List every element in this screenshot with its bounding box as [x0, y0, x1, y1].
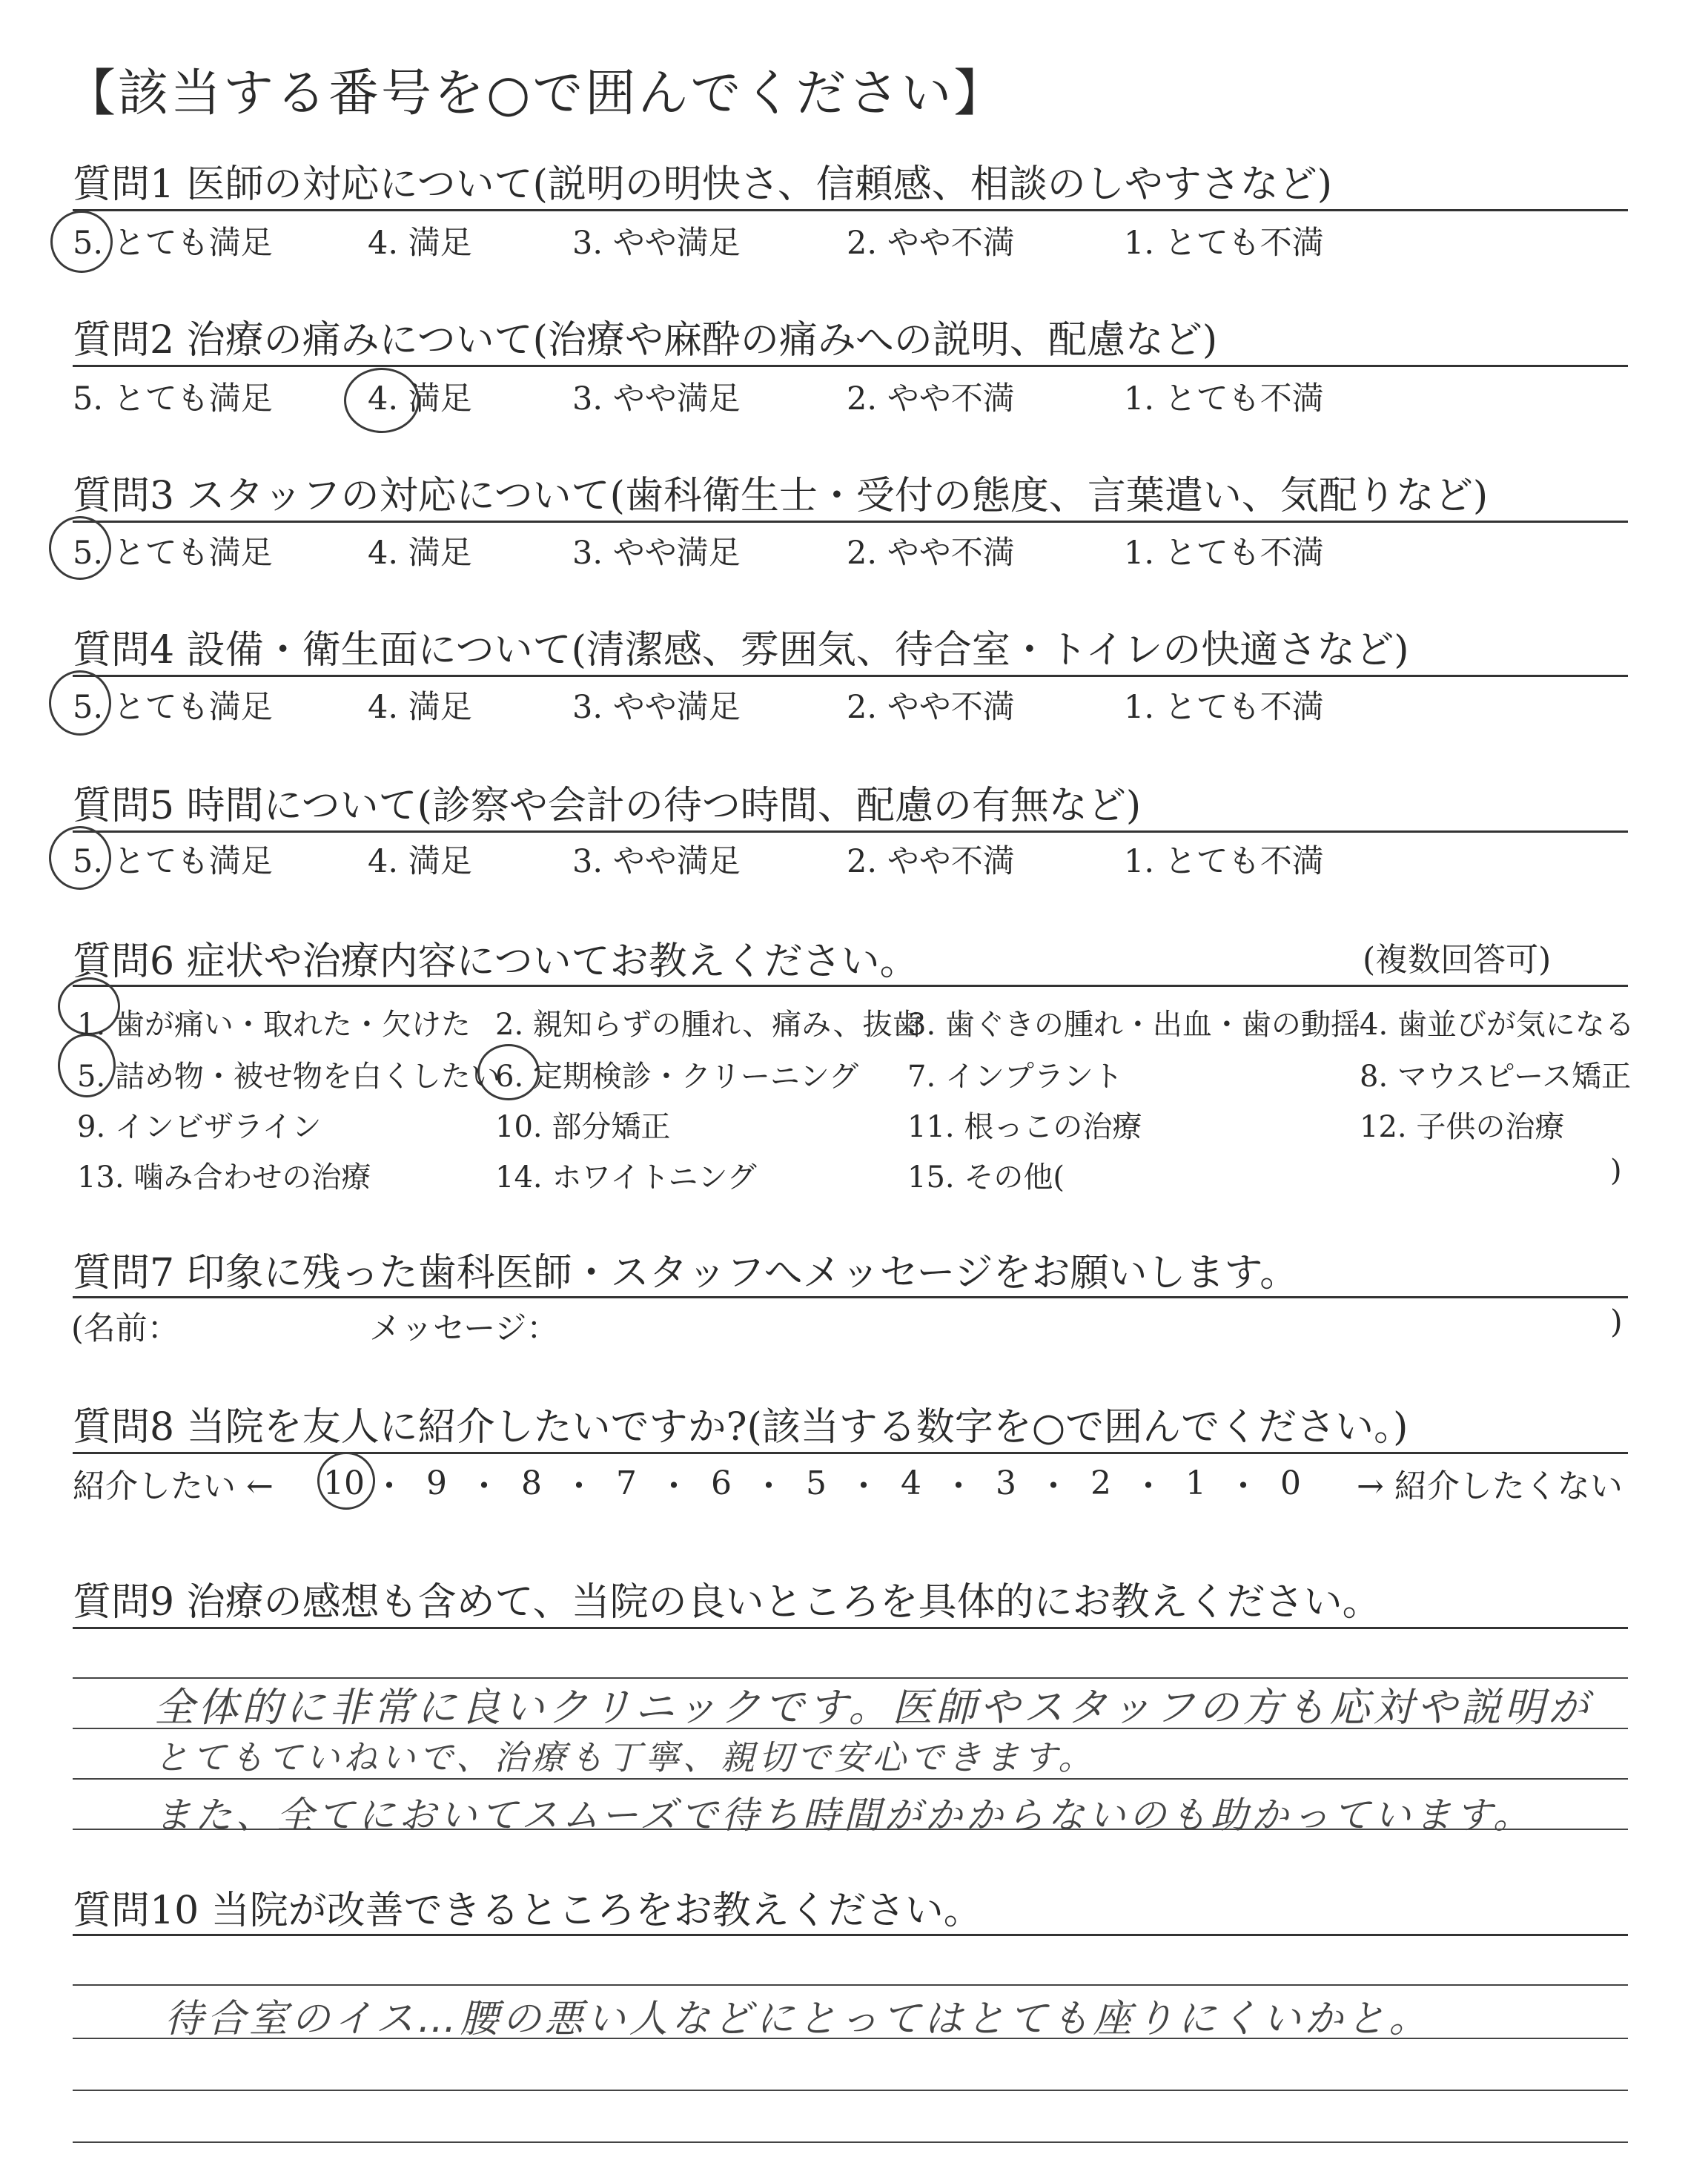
- q8-score-9[interactable]: 9: [426, 1464, 447, 1502]
- q6-option-8[interactable]: 8. マウスピース矯正: [1360, 1060, 1632, 1094]
- q8-separator: ・: [468, 1467, 500, 1505]
- question-6-label: 質問6 症状や治療内容についてお教えください。: [73, 939, 918, 984]
- q8-scale: [73, 1459, 1623, 1507]
- q8-separator: ・: [1037, 1467, 1070, 1505]
- question-7-rule: [73, 1296, 1628, 1298]
- q8-left-label: 紹介したい ←: [73, 1467, 274, 1505]
- question-6-rule: [73, 985, 1628, 987]
- q3-option-1[interactable]: 1. とても不満: [1124, 535, 1324, 572]
- q8-score-5[interactable]: 5: [806, 1464, 827, 1502]
- question-4-rule: [73, 675, 1628, 677]
- q4-option-5[interactable]: 5. とても満足: [73, 689, 273, 726]
- q6-option-9[interactable]: 9. インビザライン: [77, 1110, 322, 1144]
- question-9-label: 質問9 治療の感想も含めて、当院の良いところを具体的にお教えください。: [73, 1580, 1381, 1625]
- q6-option-14[interactable]: 14. ホワイトニング: [495, 1160, 757, 1195]
- q3-option-5[interactable]: 5. とても満足: [73, 535, 273, 572]
- q8-score-10[interactable]: 10: [323, 1464, 365, 1502]
- q2-option-5[interactable]: 5. とても満足: [73, 380, 273, 417]
- question-1-label: 質問1 医師の対応について(説明の明快さ、信頼感、相談のしやすさなど): [73, 162, 1333, 207]
- q1-option-5[interactable]: 5. とても満足: [73, 225, 273, 262]
- q9-answer-line-3: また、全てにおいてスムーズで待ち時間がかからないのも助かっています。: [154, 1794, 1534, 1837]
- q4-option-1[interactable]: 1. とても不満: [1124, 689, 1324, 726]
- q6-option-15[interactable]: 15. その他(: [907, 1160, 1065, 1195]
- q9-answer-line-2: とてもていねいで、治療も丁寧、親切で安心できます。: [154, 1737, 1096, 1777]
- q6-option-13[interactable]: 13. 噛み合わせの治療: [77, 1160, 371, 1195]
- q8-score-4[interactable]: 4: [901, 1464, 921, 1502]
- q6-option-2[interactable]: 2. 親知らずの腫れ、痛み、抜歯: [495, 1008, 922, 1042]
- q3-option-3[interactable]: 3. やや満足: [572, 535, 741, 572]
- page-title: 【該当する番号を○で囲んでください】: [65, 65, 1007, 123]
- q6-option-3[interactable]: 3. 歯ぐきの腫れ・出血・歯の動揺: [907, 1008, 1360, 1042]
- question-5-label: 質問5 時間について(診察や会計の待つ時間、配慮の有無など): [73, 784, 1142, 828]
- question-10-label: 質問10 当院が改善できるところをお教えください。: [73, 1889, 982, 1933]
- q1-option-2[interactable]: 2. やや不満: [847, 225, 1015, 262]
- q4-option-4[interactable]: 4. 満足: [368, 689, 472, 726]
- q6-option-5[interactable]: 5. 詰め物・被せ物を白くしたい: [77, 1060, 500, 1094]
- question-8-rule: [73, 1452, 1628, 1454]
- q6-option-7[interactable]: 7. インプラント: [907, 1060, 1123, 1094]
- q10-answer-line-1: 待合室のイス…腰の悪い人などにとってはとても座りにくいかと。: [165, 1997, 1431, 2041]
- q8-score-2[interactable]: 2: [1090, 1464, 1111, 1502]
- q2-option-4[interactable]: 4. 満足: [368, 380, 472, 417]
- q8-score-1[interactable]: 1: [1185, 1464, 1206, 1502]
- q5-option-2[interactable]: 2. やや不満: [847, 843, 1015, 880]
- question-5-rule: [73, 830, 1628, 833]
- q2-option-1[interactable]: 1. とても不満: [1124, 380, 1324, 417]
- q4-option-2[interactable]: 2. やや不満: [847, 689, 1015, 726]
- q8-separator: ・: [942, 1467, 975, 1505]
- q8-score-7[interactable]: 7: [616, 1464, 637, 1502]
- q5-option-3[interactable]: 3. やや満足: [572, 843, 741, 880]
- q8-score-3[interactable]: 3: [996, 1464, 1016, 1502]
- q6-option-12[interactable]: 12. 子供の治療: [1360, 1110, 1565, 1144]
- q8-separator: ・: [373, 1467, 406, 1505]
- question-8-label: 質問8 当院を友人に紹介したいですか?(該当する数字を○で囲んでください。): [73, 1405, 1409, 1450]
- q5-option-4[interactable]: 4. 満足: [368, 843, 472, 880]
- q8-separator: ・: [1227, 1467, 1260, 1505]
- q1-option-4[interactable]: 4. 満足: [368, 225, 472, 262]
- q8-separator: ・: [1132, 1467, 1165, 1505]
- q6-option-4[interactable]: 4. 歯並びが気になる: [1360, 1008, 1635, 1042]
- question-3-rule: [73, 521, 1628, 523]
- q7-name-label: (名前：: [71, 1310, 179, 1347]
- answer-line: [73, 2090, 1628, 2091]
- answer-line: [73, 1984, 1628, 1986]
- q8-score-8[interactable]: 8: [521, 1464, 542, 1502]
- q8-separator: ・: [563, 1467, 595, 1505]
- question-2-rule: [73, 365, 1628, 367]
- q8-separator: ・: [847, 1467, 880, 1505]
- question-2-label: 質問2 治療の痛みについて(治療や麻酔の痛みへの説明、配慮など): [73, 318, 1218, 363]
- question-6-note: (複数回答可): [1363, 941, 1552, 979]
- q2-option-3[interactable]: 3. やや満足: [572, 380, 741, 417]
- question-4-label: 質問4 設備・衛生面について(清潔感、雰囲気、待合室・トイレの快適さなど): [73, 628, 1409, 673]
- q7-message-label: メッセージ：: [369, 1310, 559, 1347]
- question-7-label: 質問7 印象に残った歯科医師・スタッフへメッセージをお願いします。: [73, 1251, 1299, 1295]
- q6-option-11[interactable]: 11. 根っこの治療: [907, 1110, 1142, 1144]
- q3-option-2[interactable]: 2. やや不満: [847, 535, 1015, 572]
- q6-option-10[interactable]: 10. 部分矯正: [495, 1110, 671, 1144]
- q6-option-6[interactable]: 6. 定期検診・クリーニング: [495, 1060, 859, 1094]
- question-9-rule: [73, 1627, 1628, 1629]
- q2-option-2[interactable]: 2. やや不満: [847, 380, 1015, 417]
- q6-option-1[interactable]: 1. 歯が痛い・取れた・欠けた: [77, 1008, 471, 1042]
- q1-option-3[interactable]: 3. やや満足: [572, 225, 741, 262]
- q1-option-1[interactable]: 1. とても不満: [1124, 225, 1324, 262]
- question-3-label: 質問3 スタッフの対応について(歯科衛生士・受付の態度、言葉遣い、気配りなど): [73, 474, 1489, 518]
- q8-separator: ・: [658, 1467, 690, 1505]
- q8-score-6[interactable]: 6: [711, 1464, 732, 1502]
- q5-option-1[interactable]: 1. とても不満: [1124, 843, 1324, 880]
- q7-close-paren: ): [1610, 1304, 1623, 1341]
- question-10-rule: [73, 1934, 1628, 1936]
- q8-score-0[interactable]: 0: [1280, 1464, 1301, 1502]
- q9-answer-line-1: 全体的に非常に良いクリニックです。医師やスタッフの方も応対や説明が: [154, 1684, 1592, 1731]
- q8-separator: ・: [752, 1467, 785, 1505]
- q5-option-5[interactable]: 5. とても満足: [73, 843, 273, 880]
- answer-line: [73, 2141, 1628, 2143]
- q3-option-4[interactable]: 4. 満足: [368, 535, 472, 572]
- q4-option-3[interactable]: 3. やや満足: [572, 689, 741, 726]
- q6-option-15-close: ): [1610, 1154, 1622, 1188]
- question-1-rule: [73, 209, 1628, 211]
- q8-right-label: → 紹介したくない: [1357, 1467, 1623, 1505]
